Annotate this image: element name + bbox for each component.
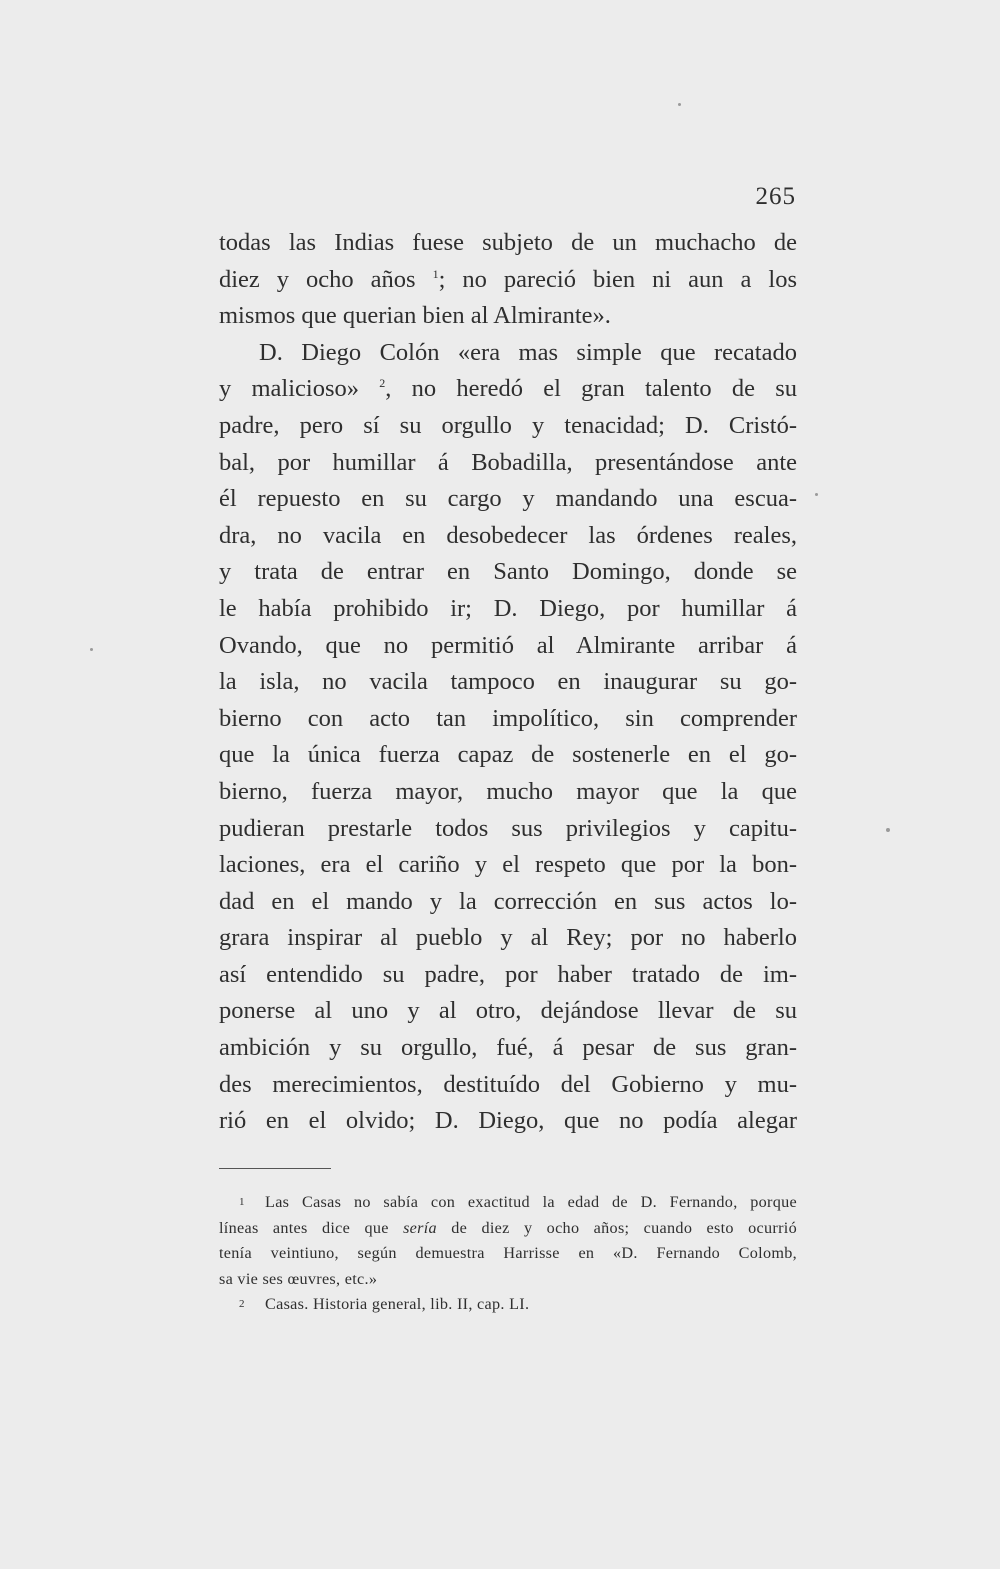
text-fragment: y malicioso» [219,375,360,403]
footnote-1-line [219,1216,797,1242]
text-line: grara inspirar al pueblo y al Rey; por no haberlo [219,924,797,952]
text-line: él repuesto en su cargo y mandando una escua- [219,485,797,513]
text-line: ponerse al uno y al otro, dejándose llevar de su [219,997,797,1025]
footnote-1-line: tenía veintiuno, según demuestra Harrisse en «D. Fernando Colomb, [219,1244,797,1263]
text-fragment: diez y ocho años [219,265,416,293]
text-line: laciones, era el cariño y el respeto que por la bon- [219,851,797,879]
text-line: pudieran prestarle todos sus privilegios y capitu- [219,814,797,842]
text-line: bierno, fuerza mayor, mucho mayor que la que [219,777,797,805]
footnote-text: de diez y ocho años; cuando esto ocurrió [436,1218,797,1237]
footnote-1-marker: 1 [239,1196,245,1208]
text-line: rió en el olvido; D. Diego, que no podía alegar [219,1107,797,1135]
text-line: Ovando, que no permitió al Almirante arribar á [219,631,797,659]
footnote-italic-word: sería [403,1218,437,1237]
footnote-divider [219,1168,331,1169]
paper-speck [678,103,681,106]
page-number: 265 [755,183,796,210]
footnote-ref-1[interactable]: 1 [432,266,439,281]
text-line: le había prohibido ir; D. Diego, por humillar á [219,594,797,622]
text-line: ambición y su orgullo, fué, á pesar de sus gran- [219,1034,797,1062]
text-line: así entendido su padre, por haber tratado de im- [219,960,797,988]
text-line: todas las Indias fuese subjeto de un muchacho de [219,229,797,256]
text-line: y trata de entrar en Santo Domingo, donde se [219,558,797,586]
text-line-with-footnote-ref [219,262,797,299]
text-line: que la única fuerza capaz de sostenerle en el go- [219,741,797,769]
paper-speck [90,648,93,651]
text-line: dad en el mando y la corrección en sus actos lo- [219,887,797,915]
text-line: dra, no vacila en desobedecer las órdenes reales, [219,521,797,549]
footnote-2-line [219,1292,797,1318]
text-fragment: , no heredó el gran talento de su [385,375,797,403]
footnote-2-marker: 2 [239,1298,245,1311]
paper-speck [815,493,818,496]
text-line: des merecimientos, destituído del Gobierno y mu- [219,1070,797,1098]
paper-speck [886,828,890,832]
footnote-ref-2[interactable]: 2 [379,376,386,391]
text-line-with-footnote-ref [219,371,797,408]
body-text [219,225,797,1140]
text-line: la isla, no vacila tampoco en inaugurar su go- [219,668,797,696]
footnote-text: líneas antes dice que [219,1218,404,1237]
footnotes [219,1190,797,1318]
footnote-1-line: sa vie ses œuvres, etc.» [219,1269,378,1288]
text-line: bal, por humillar á Bobadilla, presentándose ante [219,448,797,476]
footnote-text: Las Casas no sabía con exactitud la edad de D. Fernando, porque [265,1193,797,1211]
text-line: padre, pero sí su orgullo y tenacidad; D. Cristó- [219,411,797,439]
text-line: bierno con acto tan impolítico, sin comprender [219,704,797,732]
text-line: mismos que querian bien al Almirante». [219,302,611,330]
footnote-1-line [219,1190,797,1216]
footnote-text: Casas. Historia general, lib. II, cap. LI. [265,1295,530,1314]
text-fragment: ; no pareció bien ni aun a los [438,265,797,293]
text-line: D. Diego Colón «era mas simple que recatado [259,338,797,366]
